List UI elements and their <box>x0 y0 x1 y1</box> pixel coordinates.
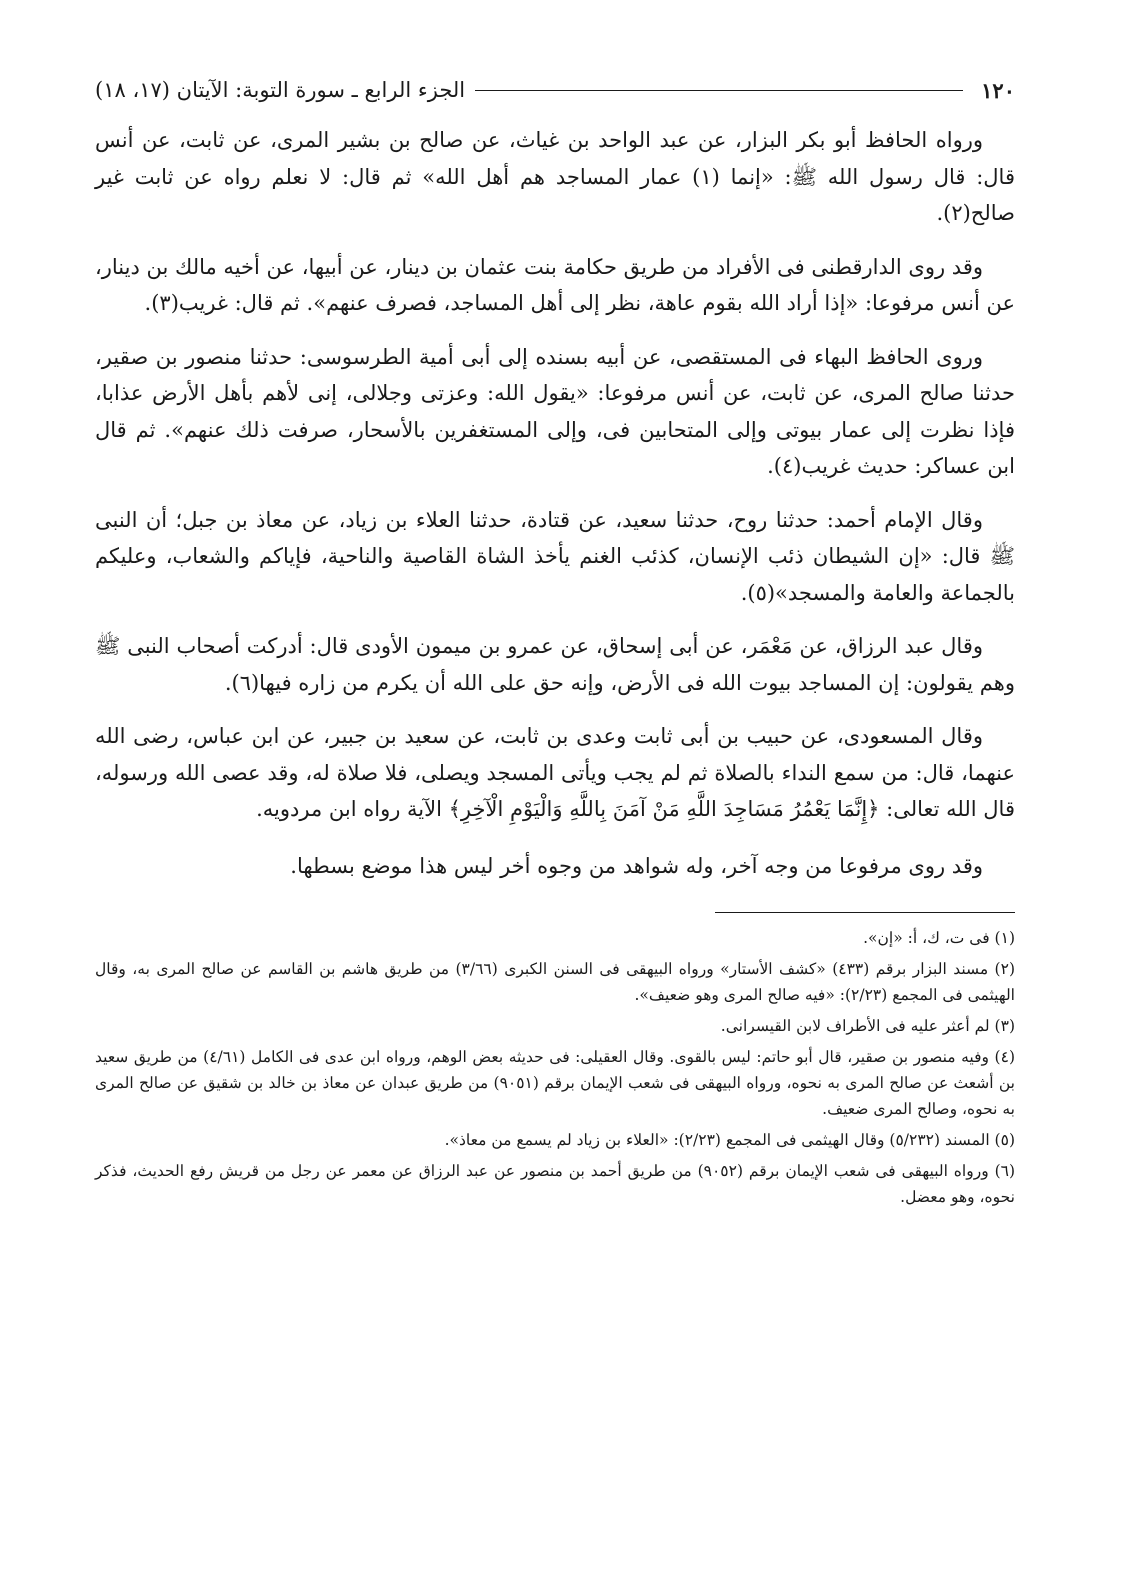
paragraph-6: وقال المسعودى، عن حبيب بن أبى ثابت وعدى بن ثابت، عن سعيد بن جبير، عن ابن عباس، رضى الله عنهما، قال: من سمع النداء بالصلاة ثم لم يجب ويأتى المسجد ويصلى، فلا صلاة له، وقد عصى الله ورسوله، قال الله تعالى: ﴿إِنَّمَا يَعْمُرُ مَسَاجِدَ اللَّهِ مَنْ آمَنَ بِاللَّهِ وَالْيَوْمِ الْآخِرِ﴾ الآية رواه ابن مردويه. <box>95 724 1015 821</box>
footnote-5: (٥) المسند (٥/٢٣٢) وقال الهيثمى فى المجمع (٢/٢٣): «العلاء بن زياد لم يسمع من معاذ». <box>444 1131 1015 1149</box>
main-text <box>95 122 1015 884</box>
running-title: الجزء الرابع ـ سورة التوبة: الآيتان (١٧، ١٨) <box>95 78 466 102</box>
book-page <box>95 72 1015 1215</box>
paragraph-1: ورواه الحافظ أبو بكر البزار، عن عبد الواحد بن غياث، عن صالح بن بشير المرى، عن ثابت، عن أنس قال: قال رسول الله ﷺ: «إنما (١) عمار المساجد هم أهل الله» ثم قال: لا نعلم رواه عن ثابت غير صالح(٢). <box>95 128 1015 225</box>
paragraph-7: وقد روى مرفوعا من وجه آخر، وله شواهد من وجوه أخر ليس هذا موضع بسطها. <box>290 853 983 878</box>
footnote-separator <box>715 912 1015 913</box>
footnote-3: (٣) لم أعثر عليه فى الأطراف لابن القيسرانى. <box>720 1017 1015 1035</box>
footnote-6: (٦) ورواه البيهقى فى شعب الإيمان برقم (٩٠٥٢) من طريق أحمد بن منصور عن عبد الرزاق عن معمر عن رجل من قريش رفع الحديث، فذكر نحوه، وهو معضل. <box>95 1162 1016 1206</box>
footnotes <box>95 925 1015 1210</box>
footnote-4: (٤) وفيه منصور بن صقير، قال أبو حاتم: ليس بالقوى. وقال العقيلى: فى حديثه بعض الوهم، ورواه ابن عدى فى الكامل (٤/٦١) من طريق سعيد بن أشعث عن صالح المرى به نحوه، ورواه البيهقى فى شعب الإيمان برقم (٩٠٥١) من طريق عبدان عن معاذ بن خالد بن شقيق عن صالح المرى به نحوه، وصالح المرى ضعيف. <box>95 1048 1015 1118</box>
paragraph-5: وقال عبد الرزاق، عن مَعْمَر، عن أبى إسحاق، عن عمرو بن ميمون الأودى قال: أدركت أصحاب النبى ﷺ وهم يقولون: إن المساجد بيوت الله فى الأرض، وإنه حق على الله أن يكرم من زاره فيها(٦). <box>95 634 1015 695</box>
paragraph-3: وروى الحافظ البهاء فى المستقصى، عن أبيه بسنده إلى أبى أمية الطرسوسى: حدثنا منصور بن صقير، حدثنا صالح المرى، عن ثابت، عن أنس مرفوعا: «يقول الله: وعزتى وجلالى، إنى لأهم بأهل الأرض عذابا، فإذا نظرت إلى عمار بيوتى وإلى المتحابين فى، وإلى المستغفرين بالأسحار، صرفت ذلك عنهم». ثم قال ابن عساكر: حديث غريب(٤). <box>95 344 1015 478</box>
footnote-1: (١) فى ت، ك، أ: «إن». <box>863 929 1015 947</box>
header-rule <box>475 90 963 91</box>
paragraph-4: وقال الإمام أحمد: حدثنا روح، حدثنا سعيد، عن قتادة، حدثنا العلاء بن زياد، عن معاذ بن جبل؛ أن النبى ﷺ قال: «إن الشيطان ذئب الإنسان، كذئب الغنم يأخذ الشاة القاصية والناحية، فإياكم والشعاب، وعليكم بالجماعة والعامة والمسجد»(٥). <box>95 507 1015 605</box>
running-header <box>95 72 1015 108</box>
page-number: ١٢٠ <box>981 77 1015 103</box>
footnote-2: (٢) مسند البزار برقم (٤٣٣) «كشف الأستار» ورواه البيهقى فى السنن الكبرى (٣/٦٦) من طريق هاشم بن القاسم عن صالح المرى به، وقال الهيثمى فى المجمع (٢/٢٣): «فيه صالح المرى وهو ضعيف». <box>95 960 1015 1004</box>
paragraph-2: وقد روى الدارقطنى فى الأفراد من طريق حكامة بنت عثمان بن دينار، عن أبيها، عن أخيه مالك بن دينار، عن أنس مرفوعا: «إذا أراد الله بقوم عاهة، نظر إلى أهل المساجد، فصرف عنهم». ثم قال: غريب(٣). <box>94 254 1015 315</box>
